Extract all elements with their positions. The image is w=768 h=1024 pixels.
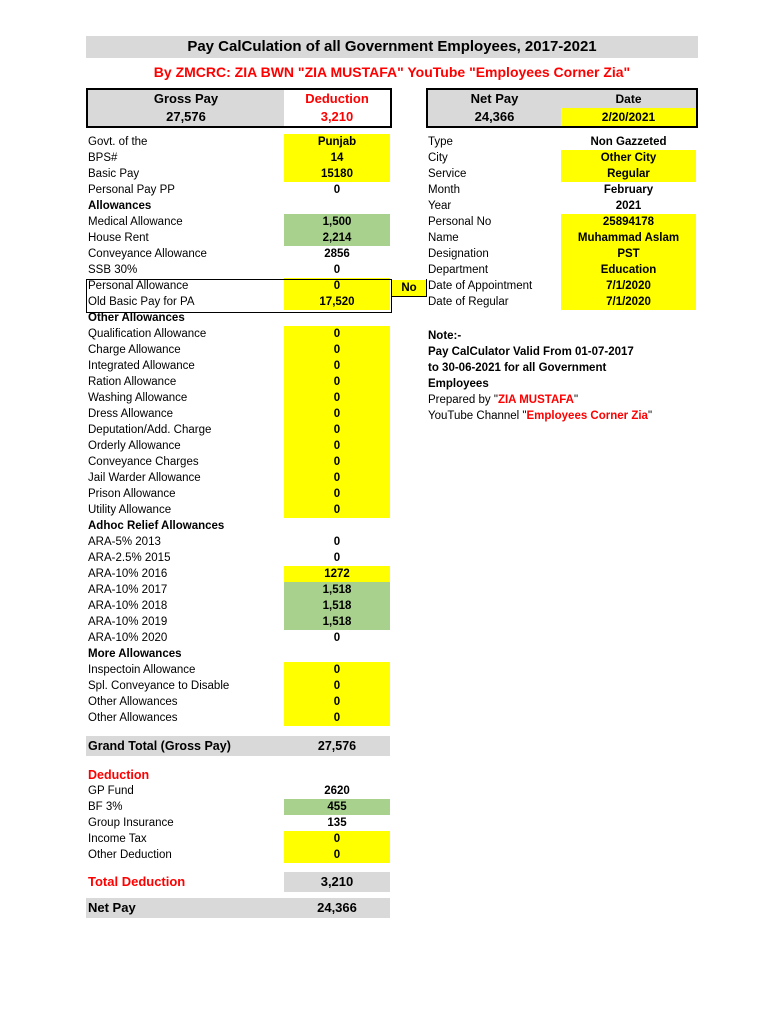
allowance-value-ara-10-2016[interactable]: 1272 bbox=[324, 568, 350, 580]
deduction-label-group-insurance: Group Insurance bbox=[88, 817, 174, 829]
note-line-3: Employees bbox=[428, 378, 489, 390]
allowance-value-conveyance-allowance: 2856 bbox=[324, 248, 350, 260]
deduction-value: 3,210 bbox=[320, 109, 354, 124]
allowance-value-dress-allowance[interactable]: 0 bbox=[333, 408, 341, 420]
allowance-label-integrated-allowance: Integrated Allowance bbox=[88, 360, 195, 372]
allowance-value-house-rent: 2,214 bbox=[322, 232, 352, 244]
allowance-value-washing-allowance[interactable]: 0 bbox=[333, 392, 341, 404]
info-label-month: Month bbox=[428, 184, 460, 196]
allowance-value-qualification-allowance[interactable]: 0 bbox=[333, 328, 341, 340]
allowance-label-jail-warder-allowance: Jail Warder Allowance bbox=[88, 472, 201, 484]
allowance-value-spl-conveyance-to-disable[interactable]: 0 bbox=[333, 680, 341, 692]
pa-flag-divider bbox=[392, 296, 426, 297]
allowance-value-jail-warder-allowance[interactable]: 0 bbox=[333, 472, 341, 484]
allowance-value-deputation-add-charge[interactable]: 0 bbox=[333, 424, 341, 436]
total-deduction-value: 3,210 bbox=[320, 874, 354, 889]
deduction-label-other-deduction: Other Deduction bbox=[88, 849, 172, 861]
allowance-label-old-basic-pay-for-pa: Old Basic Pay for PA bbox=[88, 296, 195, 308]
allowance-value-prison-allowance[interactable]: 0 bbox=[333, 488, 341, 500]
info-label-year: Year bbox=[428, 200, 452, 212]
deduction-label-bf-3: BF 3% bbox=[88, 801, 123, 813]
info-value-year: 2021 bbox=[615, 200, 642, 212]
allowance-label-ara-5-2013: ARA-5% 2013 bbox=[88, 536, 161, 548]
allowance-label-ration-allowance: Ration Allowance bbox=[88, 376, 177, 388]
allowance-value-other-allowances[interactable]: 0 bbox=[333, 696, 341, 708]
allowance-label-basic-pay: Basic Pay bbox=[88, 168, 140, 180]
deduction-heading: Deduction bbox=[88, 768, 150, 782]
page-subtitle: By ZMCRC: ZIA BWN "ZIA MUSTAFA" YouTube "Employees Corner Zia" bbox=[153, 64, 631, 80]
gross-pay-value: 27,576 bbox=[88, 108, 284, 126]
allowance-label-govt-of-the: Govt. of the bbox=[88, 136, 148, 148]
allowance-label-washing-allowance: Washing Allowance bbox=[88, 392, 188, 404]
allowance-value-ara-2-5-2015: 0 bbox=[333, 552, 341, 564]
allowance-value-ssb-30: 0 bbox=[333, 264, 341, 276]
allowance-value-old-basic-pay-for-pa[interactable]: 17,520 bbox=[319, 296, 355, 308]
info-value-month: February bbox=[603, 184, 654, 196]
note-line-2: to 30-06-2021 for all Government bbox=[428, 362, 607, 374]
info-label-city: City bbox=[428, 152, 448, 164]
allowance-label-personal-allowance: Personal Allowance bbox=[88, 280, 189, 292]
deduction-value-bf-3: 455 bbox=[327, 801, 347, 813]
allowance-value-orderly-allowance[interactable]: 0 bbox=[333, 440, 341, 452]
note-line-1: Pay CalCulator Valid From 01-07-2017 bbox=[428, 346, 634, 358]
prepared-name: ZIA MUSTAFA bbox=[497, 394, 574, 406]
allowance-value-ara-10-2018: 1,518 bbox=[322, 600, 352, 612]
info-label-designation: Designation bbox=[428, 248, 489, 260]
channel-suffix: " bbox=[647, 410, 653, 422]
net-pay-value: 24,366 bbox=[428, 108, 561, 126]
allowance-label-ara-2-5-2015: ARA-2.5% 2015 bbox=[88, 552, 171, 564]
prepared-prefix: Prepared by " bbox=[428, 394, 498, 406]
allowance-label-ara-10-2016: ARA-10% 2016 bbox=[88, 568, 168, 580]
allowance-value-govt-of-the[interactable]: Punjab bbox=[317, 136, 357, 148]
info-label-date-of-regular: Date of Regular bbox=[428, 296, 509, 308]
allowance-label-other-allowances: Other Allowances bbox=[88, 696, 178, 708]
note-heading: Note:- bbox=[428, 330, 462, 342]
grand-total-value: 27,576 bbox=[317, 739, 357, 753]
info-label-type: Type bbox=[428, 136, 453, 148]
page-title: Pay CalCulation of all Government Employees, 2017-2021 bbox=[86, 36, 698, 58]
allowance-label-ara-10-2018: ARA-10% 2018 bbox=[88, 600, 168, 612]
info-value-name[interactable]: Muhammad Aslam bbox=[577, 232, 680, 244]
deduction-value-other-deduction[interactable]: 0 bbox=[333, 849, 341, 861]
deduction-label: Deduction bbox=[305, 91, 369, 106]
allowance-label-spl-conveyance-to-disable: Spl. Conveyance to Disable bbox=[88, 680, 230, 692]
date-value[interactable]: 2/20/2021 bbox=[561, 108, 696, 126]
allowance-value-ara-10-2020: 0 bbox=[333, 632, 341, 644]
allowance-value-integrated-allowance[interactable]: 0 bbox=[333, 360, 341, 372]
info-label-department: Department bbox=[428, 264, 489, 276]
info-value-department[interactable]: Education bbox=[600, 264, 657, 276]
allowance-value-personal-pay-pp: 0 bbox=[333, 184, 341, 196]
allowance-label-allowances: Allowances bbox=[88, 200, 152, 212]
allowance-label-ara-10-2020: ARA-10% 2020 bbox=[88, 632, 168, 644]
allowance-label-inspectoin-allowance: Inspectoin Allowance bbox=[88, 664, 196, 676]
allowance-value-inspectoin-allowance[interactable]: 0 bbox=[333, 664, 341, 676]
allowance-value-personal-allowance[interactable]: 0 bbox=[333, 280, 341, 292]
allowance-label-orderly-allowance: Orderly Allowance bbox=[88, 440, 181, 452]
net-pay-row-label: Net Pay bbox=[88, 900, 136, 915]
deduction-value-group-insurance: 135 bbox=[327, 817, 347, 829]
info-label-name: Name bbox=[428, 232, 459, 244]
info-value-date-of-appointment[interactable]: 7/1/2020 bbox=[606, 280, 651, 292]
allowance-label-adhoc-relief-allowances: Adhoc Relief Allowances bbox=[88, 520, 225, 532]
allowance-label-dress-allowance: Dress Allowance bbox=[88, 408, 174, 420]
pa-flag-divider-right bbox=[426, 279, 427, 297]
info-value-personal-no[interactable]: 25894178 bbox=[602, 216, 655, 228]
allowance-value-utility-allowance[interactable]: 0 bbox=[333, 504, 341, 516]
deduction-value-income-tax[interactable]: 0 bbox=[333, 833, 341, 845]
allowance-label-personal-pay-pp: Personal Pay PP bbox=[88, 184, 175, 196]
gross-pay-label: Gross Pay bbox=[88, 90, 284, 108]
note-channel bbox=[428, 408, 652, 424]
allowance-value-ration-allowance[interactable]: 0 bbox=[333, 376, 341, 388]
deduction-label-income-tax: Income Tax bbox=[88, 833, 147, 845]
info-label-service: Service bbox=[428, 168, 467, 180]
info-label-date-of-appointment: Date of Appointment bbox=[428, 280, 533, 292]
allowance-label-conveyance-allowance: Conveyance Allowance bbox=[88, 248, 207, 260]
note-prepared-by bbox=[428, 392, 578, 408]
info-value-city[interactable]: Other City bbox=[600, 152, 657, 164]
allowance-label-prison-allowance: Prison Allowance bbox=[88, 488, 176, 500]
allowance-value-charge-allowance[interactable]: 0 bbox=[333, 344, 341, 356]
allowance-value-ara-10-2019: 1,518 bbox=[322, 616, 352, 628]
allowance-label-qualification-allowance: Qualification Allowance bbox=[88, 328, 207, 340]
grand-total-label: Grand Total (Gross Pay) bbox=[88, 739, 231, 753]
allowance-label-ara-10-2019: ARA-10% 2019 bbox=[88, 616, 168, 628]
allowance-label-bps: BPS# bbox=[88, 152, 118, 164]
allowance-value-ara-10-2017: 1,518 bbox=[322, 584, 352, 596]
allowance-label-deputation-add-charge: Deputation/Add. Charge bbox=[88, 424, 212, 436]
info-value-date-of-regular[interactable]: 7/1/2020 bbox=[606, 296, 651, 308]
allowance-value-medical-allowance: 1,500 bbox=[322, 216, 352, 228]
allowance-label-other-allowances: Other Allowances bbox=[88, 712, 178, 724]
info-label-personal-no: Personal No bbox=[428, 216, 492, 228]
allowance-label-house-rent: House Rent bbox=[88, 232, 149, 244]
allowance-value-other-allowances[interactable]: 0 bbox=[333, 712, 341, 724]
total-deduction-label: Total Deduction bbox=[88, 874, 186, 889]
info-value-service[interactable]: Regular bbox=[607, 168, 650, 180]
allowance-label-ara-10-2017: ARA-10% 2017 bbox=[88, 584, 168, 596]
allowance-label-utility-allowance: Utility Allowance bbox=[88, 504, 172, 516]
net-pay-label: Net Pay bbox=[428, 90, 561, 108]
allowance-label-other-allowances: Other Allowances bbox=[88, 312, 185, 324]
net-pay-row-value: 24,366 bbox=[317, 900, 357, 915]
prepared-suffix: " bbox=[573, 394, 579, 406]
personal-allowance-flag[interactable]: No bbox=[392, 280, 426, 296]
channel-prefix: YouTube Channel " bbox=[428, 410, 527, 422]
allowance-label-medical-allowance: Medical Allowance bbox=[88, 216, 183, 228]
allowance-label-ssb-30: SSB 30% bbox=[88, 264, 138, 276]
channel-name: Employees Corner Zia bbox=[526, 410, 648, 422]
allowance-value-basic-pay[interactable]: 15180 bbox=[321, 168, 353, 180]
allowance-value-ara-5-2013: 0 bbox=[333, 536, 341, 548]
allowance-value-bps[interactable]: 14 bbox=[330, 152, 344, 164]
allowance-label-conveyance-charges: Conveyance Charges bbox=[88, 456, 199, 468]
allowance-value-conveyance-charges[interactable]: 0 bbox=[333, 456, 341, 468]
deduction-label-gp-fund: GP Fund bbox=[88, 785, 134, 797]
info-value-type: Non Gazzeted bbox=[590, 136, 667, 148]
info-value-designation[interactable]: PST bbox=[617, 248, 640, 260]
allowance-label-more-allowances: More Allowances bbox=[88, 648, 182, 660]
allowance-label-charge-allowance: Charge Allowance bbox=[88, 344, 181, 356]
deduction-value-gp-fund: 2620 bbox=[324, 785, 350, 797]
date-label: Date bbox=[561, 90, 696, 108]
